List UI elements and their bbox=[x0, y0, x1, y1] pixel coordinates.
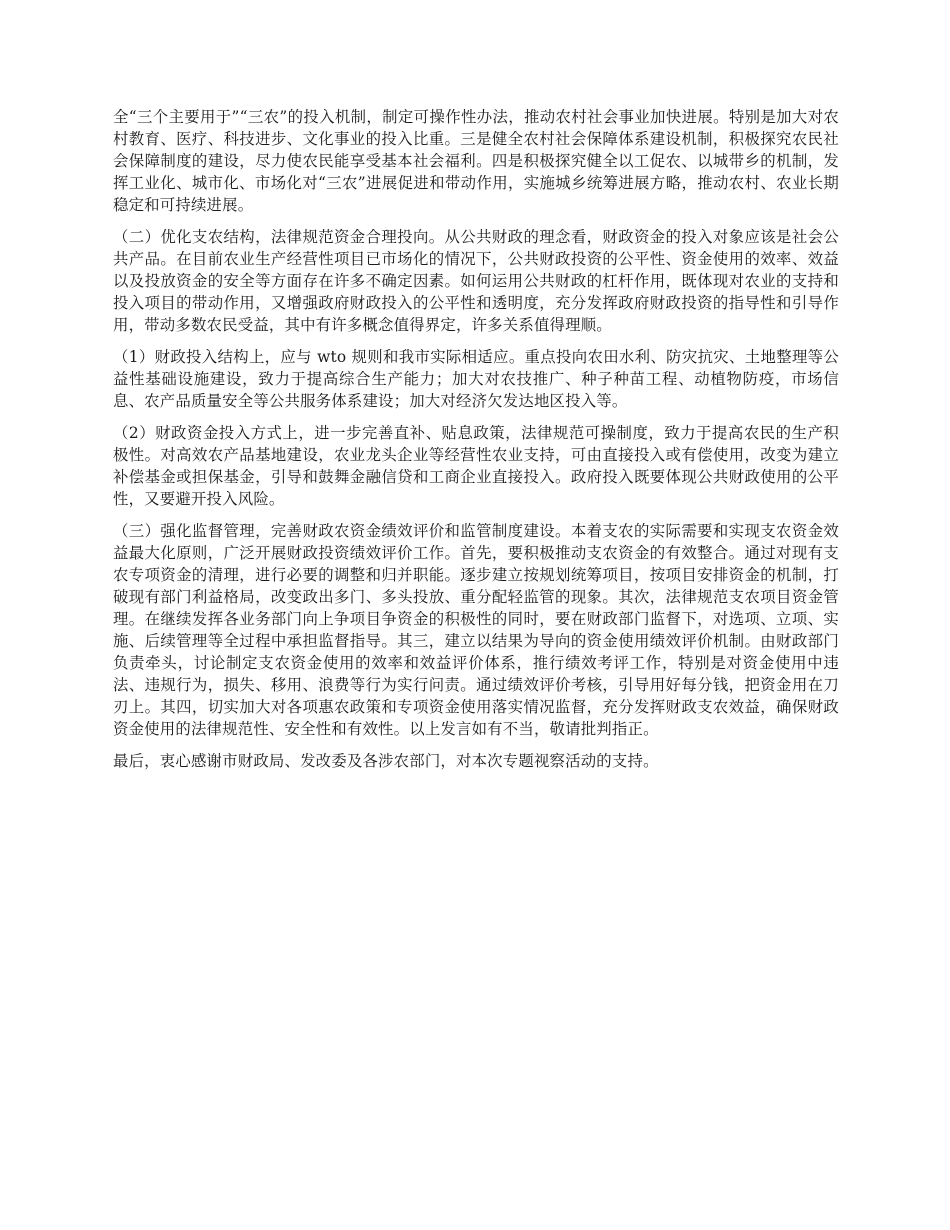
document-body bbox=[113, 106, 839, 782]
paragraph-supervision: （三）强化监督管理，完善财政农资金绩效评价和监管制度建设。本着支农的实际需要和实现支农资金效益最大化原则，广泛开展财政投资绩效评价工作。首先，要积极推动支农资金的有效整合。通过对现有支农专项资金的清理，进行必要的调整和归并职能。逐步建立按规划统筹项目，按项目安排资金的机制，打破现有部门利益格局，改变政出多门、多头投放、重分配轻监管的现象。其次，法律规范支农项目资金管理。在继续发挥各业务部门向上争项目争资金的积极性的同时，要在财政部门监督下，对选项、立项、实施、后续管理等全过程中承担监督指导。其三，建立以结果为导向的资金使用绩效评价机制。由财政部门负责牵头，讨论制定支农资金使用的效率和效益评价体系，推行绩效考评工作，特别是对资金使用中违法、违规行为，损失、移用、浪费等行为实行问责。通过绩效评价考核，引导用好每分钱，把资金用在刀刃上。其四，切实加大对各项惠农政策和专项资金使用落实情况监督，充分发挥财政支农效益，确保财政资金使用的法律规范性、安全性和有效性。以上发言如有不当，敬请批判指正。 bbox=[113, 522, 839, 738]
paragraph-optimize-structure: （二）优化支农结构，法律规范资金合理投向。从公共财政的理念看，财政资金的投入对象应该是社会公共产品。在目前农业生产经营性项目已市场化的情况下，公共财政投资的公平性、资金使用的效率、效益以及投放资金的安全等方面存在许多不确定因素。如何运用公共财政的杠杆作用，既体现对农业的支持和投入项目的带动作用，又增强政府财政投入的公平性和透明度，充分发挥政府财政投资的指导性和引导作用，带动多数农民受益，其中有许多概念值得界定，许多关系值得理顺。 bbox=[113, 228, 839, 334]
paragraph-investment-structure: （1）财政投入结构上，应与 wto 规则和我市实际相适应。重点投向农田水利、防灾抗灾、土地整理等公益性基础设施建设，致力于提高综合生产能力；加大对农技推广、种子种苗工程、动植物防疫，市场信息、农产品质量安全等公共服务体系建设；加大对经济欠发达地区投入等。 bbox=[113, 348, 839, 410]
paragraph-investment-method: （2）财政资金投入方式上，进一步完善直补、贴息政策，法律规范可操制度，致力于提高农民的生产积极性。对高效农产品基地建设，农业龙头企业等经营性农业支持，可由直接投入或有偿使用，改变为建立补偿基金或担保基金，引导和鼓舞金融信贷和工商企业直接投入。政府投入既要体现公共财政使用的公平性，又要避开投入风险。 bbox=[113, 424, 839, 508]
paragraph-thanks: 最后，衷心感谢市财政局、发改委及各涉农部门，对本次专题视察活动的支持。 bbox=[113, 752, 659, 770]
paragraph-investment-mechanism: 全“三个主要用于”“三农”的投入机制，制定可操作性办法，推动农村社会事业加快进展。特别是加大对农村教育、医疗、科技进步、文化事业的投入比重。三是健全农村社会保障体系建设机制，积极探究农民社会保障制度的建设，尽力使农民能享受基本社会福利。四是积极探究健全以工促农、以城带乡的机制，发挥工业化、城市化、市场化对“三农”进展促进和带动作用，实施城乡统筹进展方略，推动农村、农业长期稳定和可持续进展。 bbox=[113, 108, 839, 214]
